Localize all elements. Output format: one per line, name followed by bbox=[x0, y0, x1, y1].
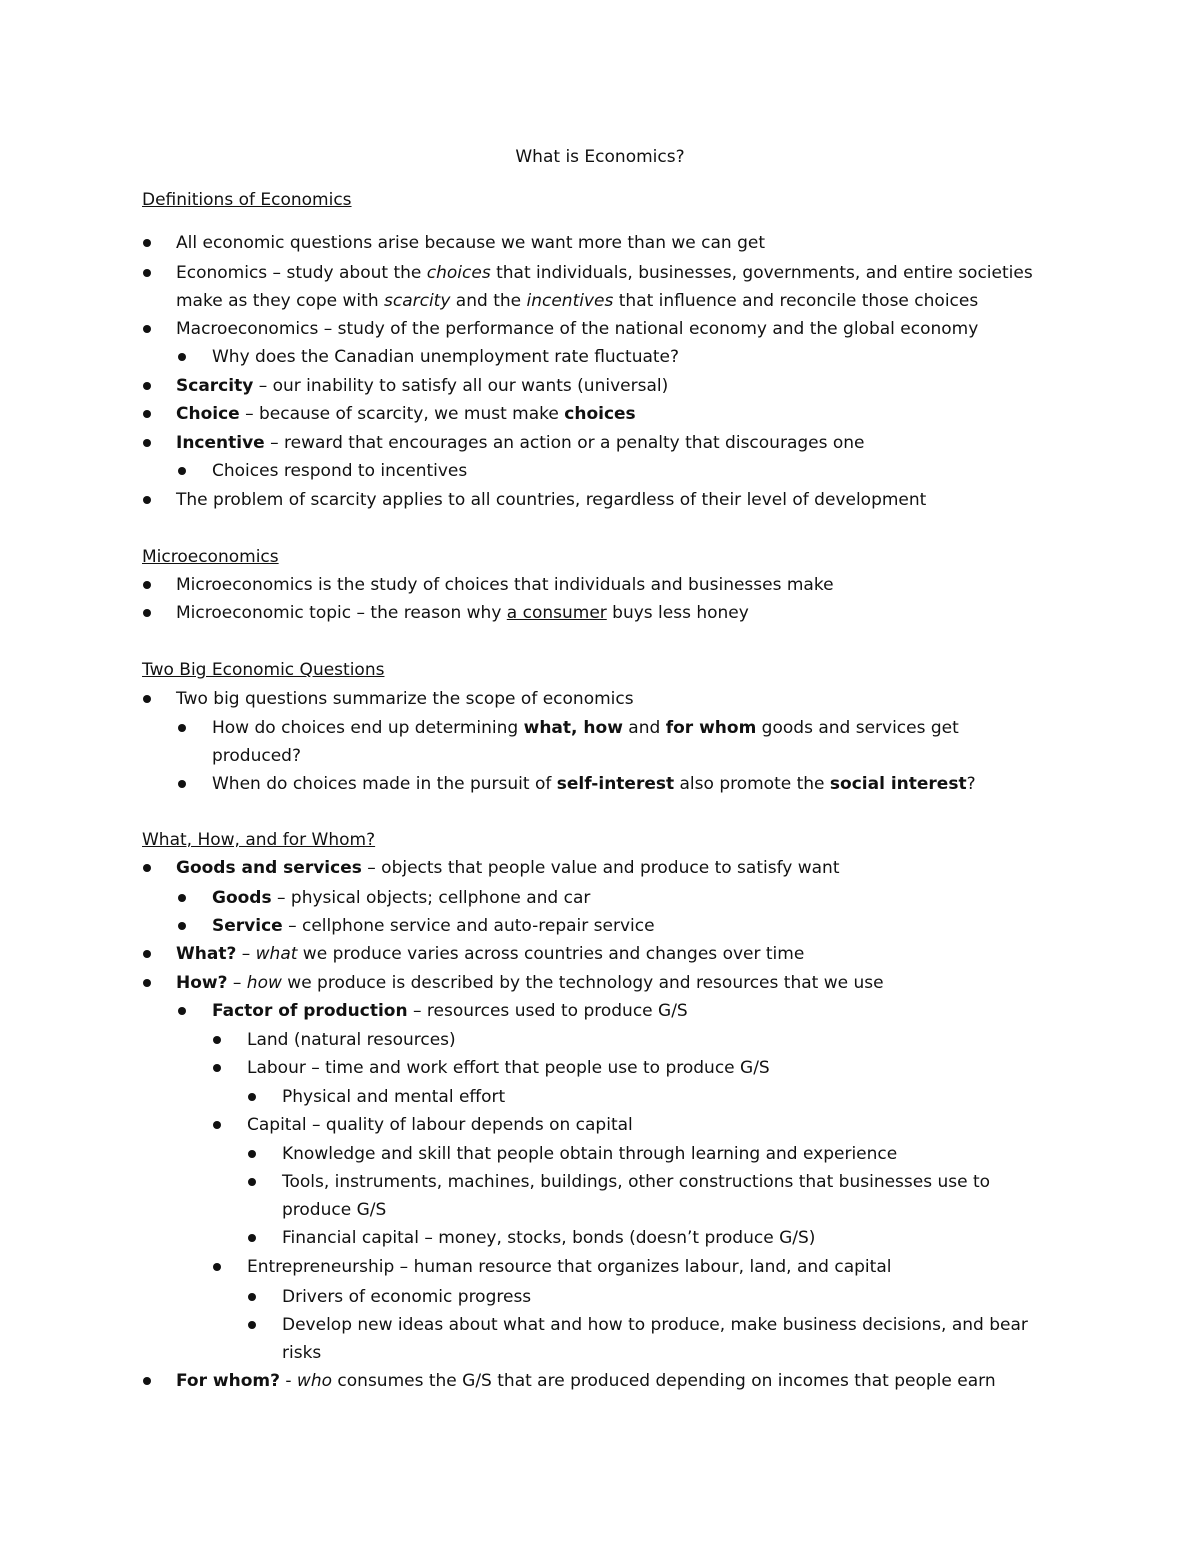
text-run: we produce is described by the technology and resources that we use bbox=[281, 973, 884, 993]
list-item bbox=[176, 488, 926, 512]
text-run: Physical and mental effort bbox=[282, 1087, 506, 1107]
section-heading: What, How, and for Whom? bbox=[142, 830, 376, 850]
list-item bbox=[212, 914, 655, 938]
bullet-icon bbox=[143, 410, 151, 418]
bullet-icon bbox=[178, 780, 186, 788]
bullet-icon bbox=[178, 922, 186, 930]
list-item bbox=[247, 1113, 633, 1137]
text-run: – resources used to produce G/S bbox=[407, 1001, 688, 1021]
list-item bbox=[282, 1142, 897, 1166]
text-run: also promote the bbox=[674, 774, 830, 794]
bullet-icon bbox=[248, 1321, 256, 1329]
text-run: produced? bbox=[212, 746, 301, 766]
list-item bbox=[247, 1255, 891, 1279]
text-run: – objects that people value and produce to satisfy want bbox=[361, 858, 840, 878]
list-item-continuation bbox=[282, 1198, 386, 1222]
bullet-icon bbox=[143, 382, 151, 390]
list-item bbox=[282, 1285, 531, 1309]
list-item bbox=[282, 1170, 990, 1194]
document-title: What is Economics? bbox=[515, 147, 685, 167]
text-run: Macroeconomics – study of the performance of the national economy and the global economy bbox=[176, 319, 979, 339]
bullet-icon bbox=[143, 979, 151, 987]
bullet-icon bbox=[143, 864, 151, 872]
text-run: Knowledge and skill that people obtain through learning and experience bbox=[282, 1144, 898, 1164]
list-item-continuation bbox=[212, 744, 301, 768]
list-item bbox=[282, 1313, 1028, 1337]
section-heading: Definitions of Economics bbox=[142, 190, 352, 210]
text-run: Microeconomic topic – the reason why bbox=[176, 603, 507, 623]
section-heading: Two Big Economic Questions bbox=[142, 660, 385, 680]
bullet-icon bbox=[248, 1178, 256, 1186]
list-item bbox=[176, 431, 865, 455]
italic-text: scarcity bbox=[384, 291, 451, 311]
text-run: Why does the Canadian unemployment rate fluctuate? bbox=[212, 347, 680, 367]
bullet-icon bbox=[178, 467, 186, 475]
text-run: Financial capital – money, stocks, bonds (doesn’t produce G/S) bbox=[282, 1228, 816, 1248]
text-run: – bbox=[227, 973, 247, 993]
bold-text: Scarcity bbox=[176, 376, 254, 396]
bullet-icon bbox=[248, 1150, 256, 1158]
bullet-icon bbox=[143, 325, 151, 333]
bold-text: for whom bbox=[665, 718, 757, 738]
list-item bbox=[212, 772, 976, 796]
text-run: Develop new ideas about what and how to produce, make business decisions, and bear bbox=[282, 1315, 1028, 1335]
list-item bbox=[176, 261, 1033, 285]
section-heading: Microeconomics bbox=[142, 547, 279, 567]
list-item bbox=[212, 999, 688, 1023]
text-run: Microeconomics is the study of choices that individuals and businesses make bbox=[176, 575, 834, 595]
list-item-continuation bbox=[176, 289, 978, 313]
text-run: make as they cope with bbox=[176, 291, 384, 311]
list-item bbox=[212, 886, 590, 910]
bold-text: How? bbox=[176, 973, 228, 993]
list-item bbox=[212, 459, 467, 483]
bullet-icon bbox=[143, 581, 151, 589]
italic-text: how bbox=[246, 973, 282, 993]
list-item bbox=[176, 374, 668, 398]
bold-text: Goods bbox=[212, 888, 272, 908]
list-item bbox=[176, 601, 749, 625]
text-run: that individuals, businesses, governments, and entire societies bbox=[490, 263, 1033, 283]
text-run: Entrepreneurship – human resource that organizes labour, land, and capital bbox=[247, 1257, 892, 1277]
text-run: When do choices made in the pursuit of bbox=[212, 774, 557, 794]
text-run: goods and services get bbox=[756, 718, 959, 738]
bold-text: Factor of production bbox=[212, 1001, 408, 1021]
bold-text: Incentive bbox=[176, 433, 265, 453]
bold-text: What? bbox=[176, 944, 237, 964]
italic-text: who bbox=[296, 1371, 333, 1391]
bold-text: Choice bbox=[176, 404, 240, 424]
text-run: Drivers of economic progress bbox=[282, 1287, 532, 1307]
bullet-icon bbox=[178, 353, 186, 361]
list-item bbox=[176, 317, 978, 341]
bullet-icon bbox=[178, 1007, 186, 1015]
text-run: Two big questions summarize the scope of economics bbox=[176, 689, 634, 709]
text-run: – cellphone service and auto-repair service bbox=[282, 916, 655, 936]
bullet-icon bbox=[143, 439, 151, 447]
bold-text: social interest bbox=[829, 774, 967, 794]
list-item bbox=[282, 1085, 505, 1109]
list-item bbox=[176, 573, 834, 597]
bold-text: choices bbox=[564, 404, 636, 424]
list-item bbox=[212, 345, 679, 369]
text-run: – our inability to satisfy all our wants (universal) bbox=[253, 376, 669, 396]
bold-text: self-interest bbox=[556, 774, 675, 794]
bold-text: what, how bbox=[523, 718, 623, 738]
bullet-icon bbox=[213, 1064, 221, 1072]
italic-text: what bbox=[255, 944, 298, 964]
text-run: Capital – quality of labour depends on capital bbox=[247, 1115, 633, 1135]
text-run: produce G/S bbox=[282, 1200, 387, 1220]
text-run: and bbox=[622, 718, 666, 738]
text-run: Labour – time and work effort that people use to produce G/S bbox=[247, 1058, 770, 1078]
text-run: consumes the G/S that are produced depending on incomes that people earn bbox=[332, 1371, 996, 1391]
text-run: and the bbox=[450, 291, 527, 311]
bullet-icon bbox=[178, 724, 186, 732]
bullet-icon bbox=[143, 496, 151, 504]
text-run: Land (natural resources) bbox=[247, 1030, 456, 1050]
list-item bbox=[176, 1369, 996, 1393]
list-item bbox=[176, 942, 804, 966]
text-run: buys less honey bbox=[606, 603, 749, 623]
bold-text: Goods and services bbox=[176, 858, 362, 878]
text-run: – because of scarcity, we must make bbox=[239, 404, 565, 424]
text-run: Choices respond to incentives bbox=[212, 461, 468, 481]
bullet-icon bbox=[143, 1377, 151, 1385]
list-item bbox=[247, 1028, 456, 1052]
italic-text: choices bbox=[426, 263, 491, 283]
bullet-icon bbox=[143, 695, 151, 703]
text-run: risks bbox=[282, 1343, 322, 1363]
list-item bbox=[247, 1056, 770, 1080]
bullet-icon bbox=[178, 894, 186, 902]
text-run: How do choices end up determining bbox=[212, 718, 524, 738]
text-run: Tools, instruments, machines, buildings, other constructions that businesses use to bbox=[282, 1172, 991, 1192]
bold-text: For whom? bbox=[176, 1371, 280, 1391]
bullet-icon bbox=[213, 1036, 221, 1044]
text-run: – bbox=[236, 944, 256, 964]
text-run: Economics – study about the bbox=[176, 263, 427, 283]
underlined-text: a consumer bbox=[506, 603, 607, 623]
bullet-icon bbox=[143, 609, 151, 617]
text-run: - bbox=[279, 1371, 297, 1391]
bold-text: Service bbox=[212, 916, 283, 936]
list-item bbox=[176, 231, 765, 255]
bullet-icon bbox=[143, 950, 151, 958]
list-item bbox=[176, 687, 634, 711]
list-item bbox=[176, 856, 839, 880]
text-run: The problem of scarcity applies to all countries, regardless of their level of development bbox=[176, 490, 927, 510]
list-item bbox=[282, 1226, 815, 1250]
text-run: that influence and reconcile those choices bbox=[613, 291, 979, 311]
text-run: we produce varies across countries and changes over time bbox=[297, 944, 805, 964]
bullet-icon bbox=[143, 269, 151, 277]
bullet-icon bbox=[213, 1121, 221, 1129]
text-run: All economic questions arise because we want more than we can get bbox=[176, 233, 765, 253]
text-run: ? bbox=[966, 774, 976, 794]
text-run: – physical objects; cellphone and car bbox=[271, 888, 591, 908]
bullet-icon bbox=[143, 239, 151, 247]
list-item bbox=[176, 402, 636, 426]
list-item bbox=[212, 716, 959, 740]
text-run: – reward that encourages an action or a penalty that discourages one bbox=[264, 433, 865, 453]
list-item-continuation bbox=[282, 1341, 321, 1365]
bullet-icon bbox=[248, 1293, 256, 1301]
bullet-icon bbox=[248, 1093, 256, 1101]
bullet-icon bbox=[248, 1234, 256, 1242]
bullet-icon bbox=[213, 1263, 221, 1271]
italic-text: incentives bbox=[526, 291, 614, 311]
list-item bbox=[176, 971, 884, 995]
